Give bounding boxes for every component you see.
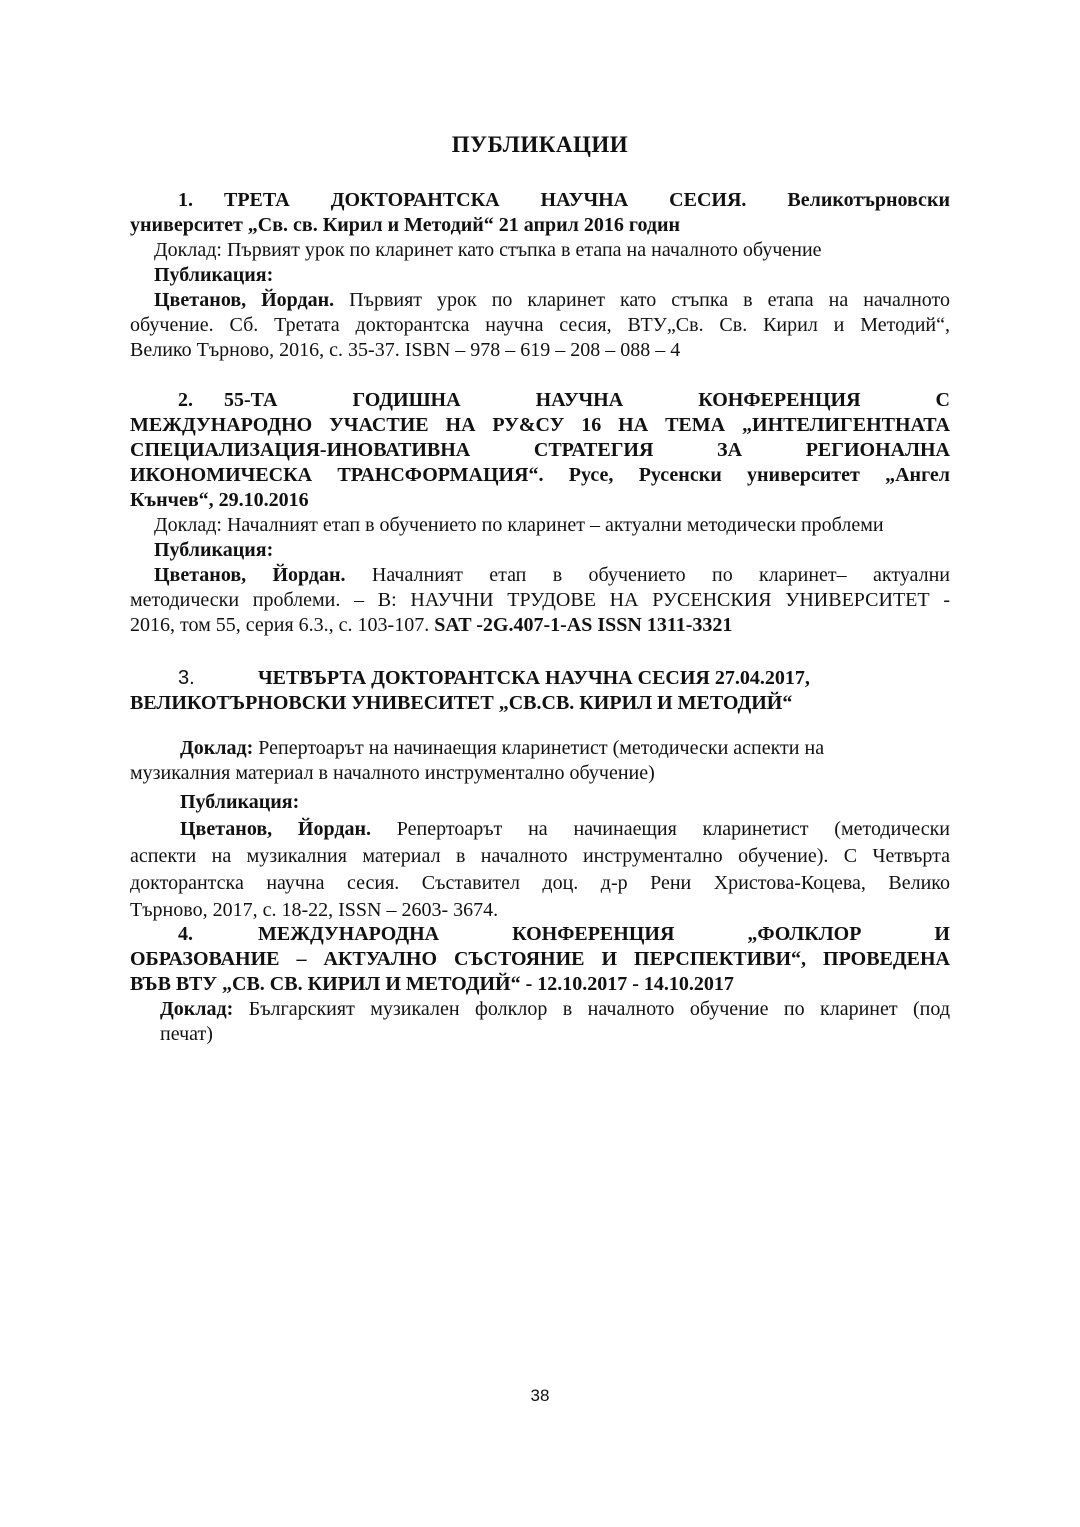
section-2-publication-line	[130, 613, 950, 638]
section-2-publication	[130, 563, 950, 638]
section-3-report-label: Доклад:	[180, 737, 254, 759]
section-4-heading-line: ОБРАЗОВАНИЕ – АКТУАЛНО СЪСТОЯНИЕ И ПЕРСПЕКТИВИ“, ПРОВЕДЕНА	[130, 948, 950, 970]
section-2-report: Доклад: Началният етап в обучението по кларинет – актуални методически проблеми	[154, 514, 884, 536]
section-2-author: Цветанов, Йордан.	[154, 564, 346, 586]
section-4-number: 4.	[178, 923, 193, 945]
section-2-number: 2.	[178, 389, 193, 411]
section-2-heading-line: МЕЖДУНАРОДНО УЧАСТИЕ НА РУ&СУ 16 НА ТЕМА „ИНТЕЛИГЕНТНАТА	[130, 414, 950, 436]
section-3-title: ЧЕТВЪРТА ДОКТОРАНТСКА НАУЧНА СЕСИЯ 27.04.2017,	[258, 667, 810, 689]
section-2-heading-line: СПЕЦИАЛИЗАЦИЯ-ИНОВАТИВНА СТРАТЕГИЯ ЗА РЕГИОНАЛНА	[130, 439, 950, 461]
page-number: 38	[530, 1386, 550, 1405]
section-4-report-line: печат)	[160, 1023, 213, 1045]
publication-section-4	[130, 922, 950, 1047]
section-3-report-line	[130, 736, 950, 761]
section-3-publication-line: докторантска научна сесия. Съставител доц. д-р Рени Христова-Коцева, Велико	[130, 872, 950, 894]
publication-section-3	[130, 666, 950, 923]
section-3-report-line: музикалния материал в началното инструментално обучение)	[130, 762, 655, 784]
section-3-publication-line	[130, 817, 950, 842]
section-4-heading-line	[130, 922, 950, 947]
section-2-publication-label: Публикация:	[154, 539, 274, 561]
section-4-report-text: Българският музикален фолклор в началното обучение по кларинет (под	[233, 998, 950, 1020]
section-3-author: Цветанов, Йордан.	[180, 818, 371, 840]
section-3-heading-line: ВЕЛИКОТЪРНОВСКИ УНИВЕСИТЕТ „СВ.СВ. КИРИЛ И МЕТОДИЙ“	[130, 692, 793, 714]
publication-section-1	[130, 188, 950, 363]
section-2-heading	[130, 388, 950, 513]
section-1-heading-line: университет „Св. св. Кирил и Методий“ 21 април 2016 годин	[130, 214, 681, 236]
section-1-title-cont: Великотърновски	[746, 189, 950, 211]
section-3-number: 3.	[178, 667, 195, 689]
section-3-publication-text: Репертоарът на начинаещия кларинетист (методически	[371, 818, 951, 840]
section-3-publication	[130, 817, 950, 923]
section-1-publication-line	[130, 288, 950, 313]
section-1-publication	[130, 288, 950, 363]
section-3-publication-line: Търново, 2017, с. 18-22, ISSN – 2603- 3674.	[130, 899, 499, 921]
section-4-report-label: Доклад:	[160, 998, 234, 1020]
section-1-publication-line: Велико Търново, 2016, с. 35-37. ISBN – 978 – 619 – 208 – 088 – 4	[130, 339, 681, 361]
publication-section-2	[130, 388, 950, 638]
section-4-heading-line: ВЪВ ВТУ „СВ. СВ. КИРИЛ И МЕТОДИЙ“ - 12.10.2017 - 14.10.2017	[130, 973, 734, 995]
section-1-heading	[130, 188, 950, 238]
section-2-heading-line: ИКОНОМИЧЕСКА ТРАНСФОРМАЦИЯ“. Русе, Русенски университет „Ангел	[130, 464, 950, 486]
section-1-title: ТРЕТА ДОКТОРАНТСКА НАУЧНА СЕСИЯ.	[224, 189, 747, 211]
section-1-publication-line: обучение. Сб. Третата докторантска научна сесия, ВТУ„Св. Св. Кирил и Методий“,	[130, 314, 950, 336]
section-2-publication-text: 2016, том 55, серия 6.3., с. 103-107.	[130, 614, 435, 636]
section-4-report-line	[160, 997, 950, 1022]
section-2-heading-line: Кънчев“, 29.10.2016	[130, 489, 309, 511]
section-3-heading-line	[130, 666, 950, 691]
section-1-number: 1.	[178, 189, 193, 211]
section-4-report	[130, 997, 950, 1047]
section-3-publication-label: Публикация:	[180, 791, 300, 813]
section-3-publication-line: аспекти на музикалния материал в началното инструментално обучение). С Четвърта	[130, 845, 950, 867]
section-2-title: 55-ТА ГОДИШНА НАУЧНА КОНФЕРЕНЦИЯ С	[224, 389, 950, 411]
section-1-heading-line	[130, 188, 950, 213]
section-1-publication-text: Първият урок по кларинет като стъпка в етапа на началното	[334, 289, 950, 311]
section-1-report: Доклад: Първият урок по кларинет като стъпка в етапа на началното обучение	[154, 239, 822, 261]
section-3-heading	[130, 666, 950, 716]
section-2-issn: SAT -2G.407-1-AS ISSN 1311-3321	[434, 614, 733, 636]
page-title: ПУБЛИКАЦИИ	[451, 132, 629, 157]
section-1-author: Цветанов, Йордан.	[154, 289, 335, 311]
section-2-publication-line: методически проблеми. – В: НАУЧНИ ТРУДОВЕ НА РУСЕНСКИЯ УНИВЕРСИТЕТ -	[130, 589, 950, 611]
section-4-heading	[130, 922, 950, 997]
section-2-heading-line	[130, 388, 950, 413]
section-4-title: МЕЖДУНАРОДНА КОНФЕРЕНЦИЯ „ФОЛКЛОР И	[258, 923, 950, 945]
section-1-publication-label: Публикация:	[154, 264, 274, 286]
section-2-publication-text: Началният етап в обучението по кларинет– актуални	[345, 564, 950, 586]
section-3-report-text: Репертоарът на начинаещия кларинетист (методически аспекти на	[253, 737, 825, 759]
section-2-publication-line	[130, 563, 950, 588]
